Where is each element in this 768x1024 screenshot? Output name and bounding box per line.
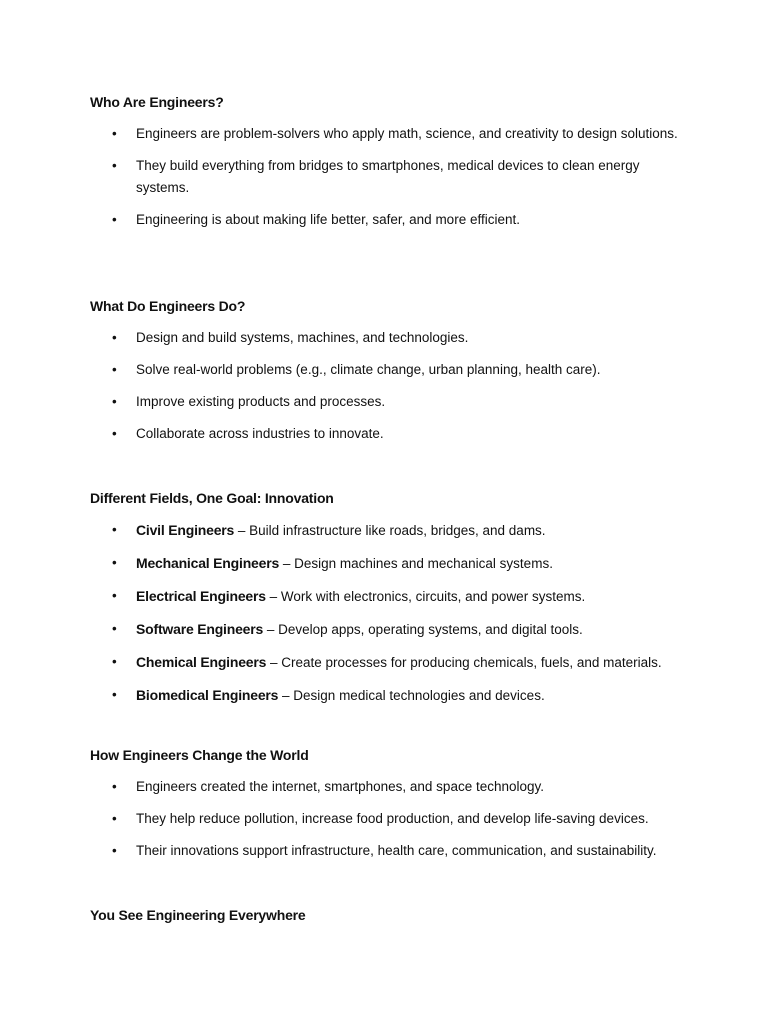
list-item <box>112 808 682 830</box>
bullet-icon: • <box>112 330 117 345</box>
field-description: – Develop apps, operating systems, and digital tools. <box>263 622 583 637</box>
field-term: Software Engineers <box>136 621 264 637</box>
section-heading: Different Fields, One Goal: Innovation <box>90 490 334 506</box>
field-description: – Design machines and mechanical systems. <box>279 556 553 571</box>
list-item <box>112 423 682 445</box>
list-item <box>112 585 682 608</box>
list-item-text: They help reduce pollution, increase food production, and develop life-saving devices. <box>136 811 649 826</box>
list-item <box>112 155 682 199</box>
bullet-icon: • <box>112 843 117 858</box>
list-item <box>112 391 682 413</box>
section-heading: Who Are Engineers? <box>90 94 224 110</box>
bullet-list <box>112 776 682 862</box>
list-item-text: Solve real-world problems (e.g., climate change, urban planning, health care). <box>136 362 601 377</box>
list-item-text: Their innovations support infrastructure, health care, communication, and sustainability. <box>136 843 657 858</box>
field-term: Electrical Engineers <box>136 588 266 604</box>
field-description: – Work with electronics, circuits, and power systems. <box>265 589 586 604</box>
bullet-icon: • <box>112 426 117 441</box>
section-heading: How Engineers Change the World <box>90 747 309 763</box>
list-item <box>112 552 682 575</box>
bullet-icon: • <box>112 811 117 826</box>
bullet-icon: • <box>112 212 117 227</box>
list-item-text: Collaborate across industries to innovate. <box>136 426 384 441</box>
list-item <box>112 618 682 641</box>
bullet-icon: • <box>112 158 117 173</box>
field-description: – Create processes for producing chemicals, fuels, and materials. <box>266 655 662 670</box>
list-item <box>112 840 682 862</box>
list-item-text: Engineers created the internet, smartphones, and space technology. <box>136 779 545 794</box>
list-item <box>112 519 682 542</box>
section-heading: You See Engineering Everywhere <box>90 907 306 923</box>
list-item <box>112 651 682 674</box>
list-item <box>112 123 682 145</box>
bullet-icon: • <box>112 779 117 794</box>
bullet-icon: • <box>112 555 117 570</box>
list-item <box>112 684 682 707</box>
bullet-icon: • <box>112 394 117 409</box>
field-term: Mechanical Engineers <box>136 555 280 571</box>
list-item-text: They build everything from bridges to smartphones, medical devices to clean energy systems. <box>136 158 640 195</box>
bullet-list <box>112 123 682 231</box>
bullet-icon: • <box>112 621 117 636</box>
field-description: – Build infrastructure like roads, bridges, and dams. <box>234 523 546 538</box>
bullet-icon: • <box>112 687 117 702</box>
list-item <box>112 776 682 798</box>
bullet-icon: • <box>112 654 117 669</box>
bullet-icon: • <box>112 588 117 603</box>
bullet-list <box>112 327 682 445</box>
field-description: – Design medical technologies and devices. <box>278 688 545 703</box>
bullet-icon: • <box>112 126 117 141</box>
field-term: Civil Engineers <box>136 522 235 538</box>
list-item <box>112 327 682 349</box>
list-item-text: Improve existing products and processes. <box>136 394 386 409</box>
field-term: Biomedical Engineers <box>136 687 279 703</box>
list-item <box>112 359 682 381</box>
list-item <box>112 209 682 231</box>
bullet-icon: • <box>112 362 117 377</box>
field-term: Chemical Engineers <box>136 654 267 670</box>
bullet-icon: • <box>112 522 117 537</box>
list-item-text: Engineers are problem-solvers who apply math, science, and creativity to design solutions. <box>136 126 678 141</box>
section-heading: What Do Engineers Do? <box>90 298 246 314</box>
list-item-text: Design and build systems, machines, and technologies. <box>136 330 469 345</box>
list-item-text: Engineering is about making life better, safer, and more efficient. <box>136 212 520 227</box>
bullet-list <box>112 519 682 707</box>
